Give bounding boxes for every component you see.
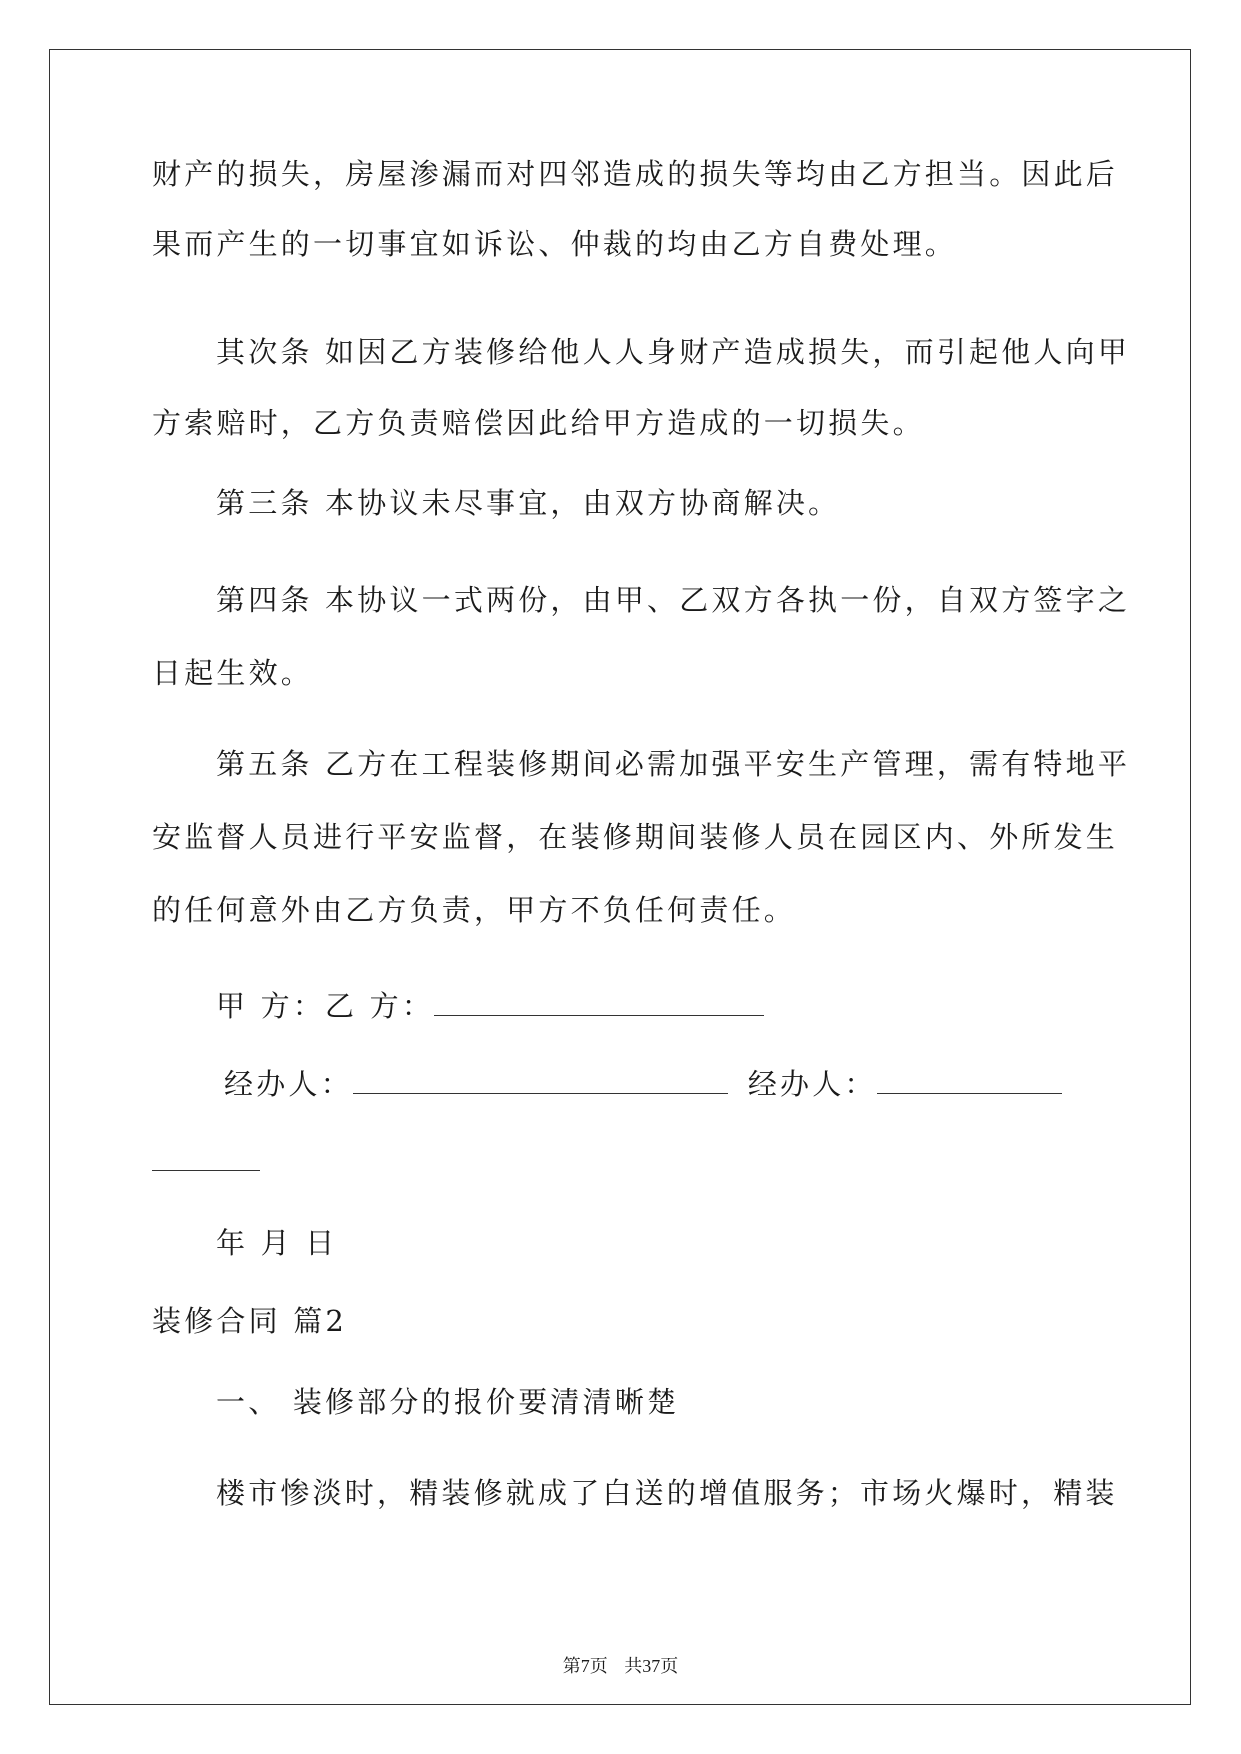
agent-blank-2[interactable]: [877, 1067, 1062, 1094]
body-line-10: 的任何意外由乙方负责，甲方不负任何责任。: [152, 893, 797, 927]
agent-blank-1[interactable]: [353, 1067, 728, 1094]
section-title: 装修合同 篇2: [152, 1304, 348, 1338]
body-line-4: 方索赔时，乙方负责赔偿因此给甲方造成的一切损失。: [152, 406, 925, 440]
agent-signature-line: [224, 1066, 1084, 1102]
body-line-9: 安监督人员进行平安监督，在装修期间装修人员在园区内、外所发生: [152, 820, 1119, 854]
body-line-7: 日起生效。: [152, 656, 314, 690]
body-last-line: 楼市惨淡时，精装修就成了白送的增值服务；市场火爆时，精装: [216, 1476, 1118, 1510]
date-line: 年 月 日: [216, 1226, 338, 1260]
party-blank[interactable]: [434, 989, 764, 1016]
body-line-3: 其次条 如因乙方装修给他人人身财产造成损失，而引起他人向甲: [216, 335, 1131, 369]
body-line-5: 第三条 本协议未尽事宜，由双方协商解决。: [216, 486, 841, 520]
agent-blank-continuation: [152, 1143, 1092, 1179]
party-signature-line: [216, 988, 1092, 1024]
agent-label-1: 经办人：: [224, 1067, 353, 1101]
body-line-1: 财产的损失，房屋渗漏而对四邻造成的损失等均由乙方担当。因此后: [152, 157, 1119, 191]
page-border: [49, 49, 1191, 1705]
page-footer: [0, 1652, 1241, 1678]
agent-blank-2-continued[interactable]: [152, 1144, 260, 1171]
body-line-2: 果而产生的一切事宜如诉讼、仲裁的均由乙方自费处理。: [152, 227, 958, 261]
page-number: 第7页: [562, 1656, 608, 1676]
body-line-6: 第四条 本协议一式两份，由甲、乙双方各执一份，自双方签字之: [216, 583, 1131, 617]
party-labels: 甲 方：乙 方：: [216, 989, 435, 1023]
item-one-heading: 一、 装修部分的报价要清清晰楚: [216, 1385, 680, 1419]
body-line-8: 第五条 乙方在工程装修期间必需加强平安生产管理，需有特地平: [216, 747, 1131, 781]
page-total: 共37页: [624, 1656, 679, 1676]
agent-label-2: 经办人：: [747, 1067, 877, 1101]
